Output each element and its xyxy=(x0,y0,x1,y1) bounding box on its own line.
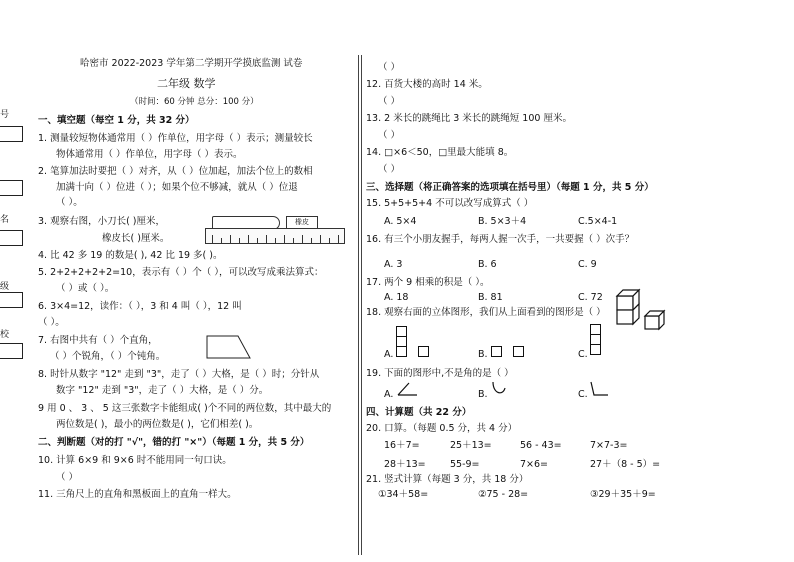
q9-line1: 9 用 0 、 3 、 5 这三张数字卡能组成( )个不同的两位数，其中最大的 xyxy=(38,403,332,414)
q2-line2: 加满十向（ ）位进（ ）；如果个位不够减，就从（ ）位退 xyxy=(56,182,298,193)
calc-7: 7×6= xyxy=(520,459,549,470)
q18-option-a: A. xyxy=(384,349,394,360)
q11: 11. 三角尺上的直角和黑板面上的直角一样大。 xyxy=(38,489,237,500)
sidebar-char-3: 级 xyxy=(0,282,10,292)
section-1-heading: 一、填空题（每空 1 分，共 32 分） xyxy=(38,115,195,126)
eraser-label: 橡皮 xyxy=(286,216,318,229)
q4: 4. 比 42 多 19 的数是( ), 42 比 19 多( )。 xyxy=(38,250,223,261)
q3-line2: 橡皮长( )厘米。 xyxy=(102,233,170,244)
vertical-calc-3: ③29＋35＋9= xyxy=(590,489,656,500)
calc-6: 55-9= xyxy=(450,459,480,470)
q15-option-a: A. 5×4 xyxy=(384,216,417,227)
q16-option-c: C. 9 xyxy=(578,259,597,270)
q19-option-b: B. xyxy=(478,389,488,400)
exam-title: 哈密市 2022-2023 学年第二学期开学摸底监测 试卷 xyxy=(80,58,303,69)
q19: 19. 下面的图形中,不是角的是（ ） xyxy=(366,368,514,379)
q18-a-square-bottom xyxy=(396,346,407,357)
q10: 10. 计算 6×9 和 9×6 时不能用同一句口诀。 xyxy=(38,455,232,466)
q18-b-square-right xyxy=(513,346,524,357)
q8-line2: 数字 "12" 走到 "3"，走了（ ）大格，是（ ）分。 xyxy=(56,385,269,396)
q2-line3: （ ）。 xyxy=(56,197,83,208)
calc-1: 16＋7= xyxy=(384,440,420,451)
q3-line1: 3. 观察右图，小刀长( )厘米， xyxy=(38,216,166,227)
q18: 18. 观察右面的立体图形，我们从上面看到的图形是（ ） xyxy=(366,307,606,318)
cube-stack-figure xyxy=(613,284,669,334)
column-divider-b xyxy=(361,55,362,555)
q17-option-b: B. 81 xyxy=(478,292,503,303)
subject-title: 二年级 数学 xyxy=(157,77,216,90)
q1-line1: 1. 测量较短物体通常用（ ）作单位，用字母（ ）表示；测量较长 xyxy=(38,133,313,144)
q7-line1: 7. 右图中共有（ ）个直角， xyxy=(38,335,158,346)
q16-option-a: A. 3 xyxy=(384,259,403,270)
q1-line2: 物体通常用（ ）作单位，用字母（ ）表示。 xyxy=(56,149,243,160)
q14-answer: （ ） xyxy=(378,164,401,175)
q15: 15. 5+5+5+4 不可以改写成算式（ ） xyxy=(366,198,534,209)
sidebar-char-4: 校 xyxy=(0,330,10,340)
q15-option-c: C.5×4-1 xyxy=(578,216,618,227)
q21: 21. 竖式计算（每题 3 分，共 18 分） xyxy=(366,474,529,485)
q7-line2: （ ）个锐角，（ ）个钝角。 xyxy=(50,351,166,362)
q20: 20. 口算。（每题 0.5 分，共 4 分） xyxy=(366,423,518,434)
q19-option-c: C. xyxy=(578,389,588,400)
q16-option-b: B. 6 xyxy=(478,259,497,270)
vertical-calc-2: ②75 - 28= xyxy=(478,489,529,500)
sidebar-box-4 xyxy=(0,292,23,308)
q17-option-c: C. 72 xyxy=(578,292,603,303)
sidebar-char-2: 名 xyxy=(0,215,10,225)
section-2-heading: 二、判断题（对的打 "√"，错的打 "×"）（每题 1 分，共 5 分） xyxy=(38,437,310,448)
calc-3: 56 - 43= xyxy=(520,440,562,451)
sidebar-box-5 xyxy=(0,343,23,359)
sidebar-char-1: 号 xyxy=(0,110,10,120)
vertical-calc-1: ①34＋58= xyxy=(378,489,429,500)
q6-line1: 6. 3×4=12，读作：（ ），3 和 4 叫（ ），12 叫 xyxy=(38,301,242,312)
q19-option-a: A. xyxy=(384,389,394,400)
sidebar-box-3 xyxy=(0,230,23,246)
q12-answer: （ ） xyxy=(378,96,401,107)
calc-2: 25＋13= xyxy=(450,440,492,451)
ruler-bar xyxy=(205,228,345,244)
q16: 16. 有三个小朋友握手，每两人握一次手，一共要握（ ）次手？ xyxy=(366,234,635,245)
q10-answer: （ ） xyxy=(56,472,79,483)
calc-8: 27＋（8 - 5）= xyxy=(590,459,661,470)
q11-answer: （ ） xyxy=(378,62,401,73)
column-divider-a xyxy=(358,55,359,555)
sidebar-box-1 xyxy=(0,126,23,142)
q5-line1: 5. 2+2+2+2+2=10，表示有（ ）个（ ），可以改写成乘法算式： xyxy=(38,267,324,278)
exam-meta: （时间：60 分钟 总分：100 分） xyxy=(130,97,259,107)
calc-5: 28＋13= xyxy=(384,459,426,470)
q18-a-square-right xyxy=(418,346,429,357)
trapezoid-figure xyxy=(206,334,252,360)
q12: 12. 百货大楼的高时 14 米。 xyxy=(366,79,488,90)
q18-option-c: C. xyxy=(578,349,588,360)
q13-answer: （ ） xyxy=(378,130,401,141)
q19-angle-a-icon xyxy=(397,381,419,397)
q5-line2: （ ）或（ ）。 xyxy=(56,283,115,294)
calc-4: 7×7-3= xyxy=(590,440,628,451)
q9-line2: 两位数是( )，最小的两位数是( )，它们相差( )。 xyxy=(56,419,259,430)
q2-line1: 2. 笔算加法时要把（ ）对齐，从（ ）位加起，加法个位上的数相 xyxy=(38,166,313,177)
q14: 14. □×6＜50，□里最大能填 8。 xyxy=(366,147,514,158)
q18-b-square-left xyxy=(491,346,502,357)
q18-c-square-bottom xyxy=(590,344,601,355)
sidebar-box-2 xyxy=(0,180,23,196)
q19-angle-c-icon xyxy=(588,380,610,398)
q8-line1: 8. 时针从数字 "12" 走到 "3"，走了（ ）大格，是（ ）时；分针从 xyxy=(38,369,320,380)
q17-option-a: A. 18 xyxy=(384,292,409,303)
q15-option-b: B. 5×3＋4 xyxy=(478,216,527,227)
q19-curve-b-icon xyxy=(490,380,508,398)
q6-line2: （ ）。 xyxy=(38,317,65,328)
q18-option-b: B. xyxy=(478,349,488,360)
q17: 17. 两个 9 相乘的积是（ ）。 xyxy=(366,277,490,288)
q13: 13. 2 米长的跳绳比 3 米长的跳绳短 100 厘米。 xyxy=(366,113,572,124)
section-4-heading: 四、计算题（共 22 分） xyxy=(366,407,472,418)
section-3-heading: 三、选择题（将正确答案的选项填在括号里）（每题 1 分，共 5 分） xyxy=(366,182,654,193)
